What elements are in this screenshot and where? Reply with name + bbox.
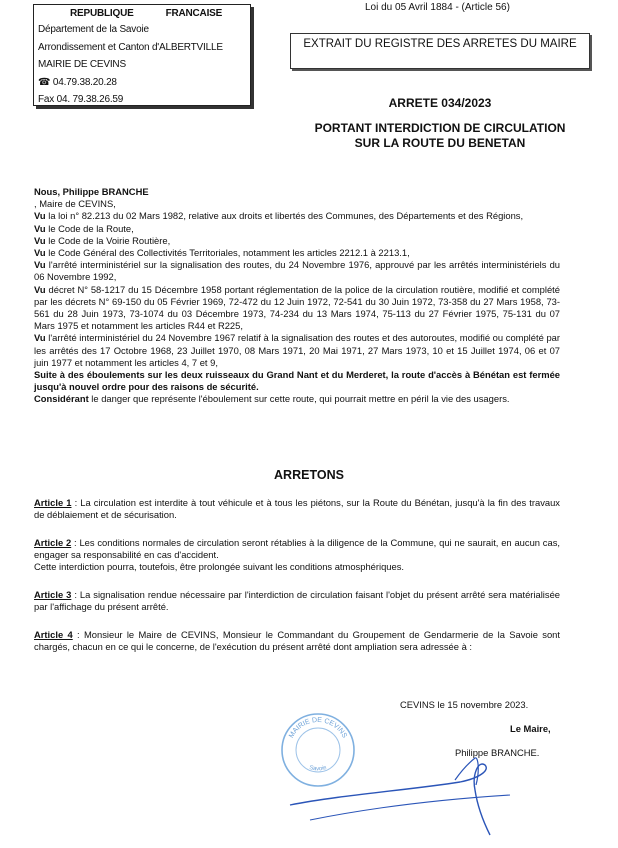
vu-1: [34, 210, 560, 222]
considerant-text: le danger que représente l'éboulement sur cette route, qui pourrait mettre en péril la vie des usagers.: [88, 393, 510, 405]
francaise-word: FRANCAISE: [165, 8, 223, 19]
phone-icon: ☎: [38, 77, 51, 88]
article-3: [34, 589, 560, 613]
department-line: Département de la Savoie: [38, 24, 149, 35]
vu-label: Vu: [34, 210, 46, 222]
article-2: [34, 537, 560, 574]
vu-text: le Code de la Route,: [45, 222, 134, 234]
article-text: : Monsieur le Maire de CEVINS, Monsieur le Commandant du Groupement de Gendarmerie de la Savoie sont chargés, chacun en ce qui le concerne, de l'exécution du présent arrêté dont ampliation sera adressée à :: [34, 629, 560, 653]
considerant-label: Considérant: [34, 393, 89, 405]
subject-line-2: SUR LA ROUTE DU BENETAN: [354, 136, 526, 150]
maire-line: , Maire de CEVINS,: [34, 198, 116, 210]
article-label: Article 4: [34, 629, 73, 640]
vu-3: [34, 235, 560, 247]
vu-text: l'arrêté interministériel du 24 Novembre 1967 relatif à la signalisation des routes et des autoroutes, modifié ou complété par les arrêtés des 17 Octobre 1968, 23 Juillet 1970, 08 Mars 1971, 20 Mai 1971, 27 Mars 1973, 10 et 15 Juillet 1974, 06 et 07 juin 1977 et notamment les articles 4, 7 et 9,: [34, 332, 560, 368]
subject-line-1: PORTANT INTERDICTION DE CIRCULATION: [314, 121, 566, 135]
arrete-subject: [290, 121, 590, 151]
vu-text: l'arrêté interministériel sur la signalisation des routes, du 24 Novembre 1976, approuvé par les arrêtés interministériels du 06 Novembre 1992,: [34, 259, 560, 283]
republic-heading: [70, 8, 222, 20]
article-1: [34, 497, 560, 521]
republic-word: REPUBLIQUE: [70, 8, 134, 19]
mairie-line: MAIRIE DE CEVINS: [38, 59, 126, 70]
article-label: Article 1: [34, 497, 72, 508]
arretons-heading: ARRETONS: [274, 468, 344, 482]
article-4: [34, 629, 560, 653]
article-label: Article 3: [34, 589, 72, 600]
law-reference: Loi du 05 Avril 1884 - (Article 56): [365, 2, 510, 13]
signature-date: CEVINS le 15 novembre 2023.: [400, 699, 529, 710]
seal-top-text: MAIRIE DE CEVINS: [288, 716, 348, 740]
preamble: [34, 186, 560, 406]
vu-label: Vu: [34, 283, 46, 295]
vu-7: [34, 332, 560, 369]
vu-label: Vu: [34, 247, 46, 259]
article-text: : La circulation est interdite à tout véhicule et à tous les piétons, sur la Route du Bénétan, jusqu'à la fin des travaux de déblaiement et de sécurisation.: [34, 497, 560, 521]
nous-line: Nous, Philippe BRANCHE: [34, 186, 149, 197]
vu-label: Vu: [34, 222, 46, 234]
suite-paragraph: Suite à des éboulements sur les deux ruisseaux du Grand Nant et du Merderet, la route d'accès à Bénétan est fermée jusqu'à nouvel ordre pour des raisons de sécurité.: [34, 369, 560, 393]
phone-number: 04.79.38.20.28: [52, 77, 117, 88]
vu-2: [34, 223, 560, 235]
fax-line: Fax 04. 79.38.26.59: [38, 94, 124, 105]
vu-5: [34, 259, 560, 283]
signer-name: Philippe BRANCHE.: [455, 747, 540, 758]
vu-text: le Code de la Voirie Routière,: [45, 234, 171, 246]
considerant-paragraph: [34, 393, 560, 405]
arrondissement-line: Arrondissement et Canton d'ALBERTVILLE: [38, 42, 223, 53]
vu-text: la loi n° 82.213 du 02 Mars 1982, relative aux droits et libertés des Communes, des Départements et des Régions,: [45, 210, 524, 222]
article-text: : La signalisation rendue nécessaire par l'interdiction de circulation faisant l'objet du présent arrêté sera matérialisée par l'affichage du présent arrêté.: [34, 589, 561, 613]
arrete-number: ARRETE 034/2023: [388, 96, 492, 110]
article-text: : Les conditions normales de circulation seront rétablies à la diligence de la Commune, qui ne saurait, en aucun cas, engager sa responsabilité en cas d'accident.: [34, 537, 561, 561]
vu-label: Vu: [34, 234, 46, 246]
header-box: [33, 4, 251, 106]
phone-line: [38, 77, 117, 89]
vu-text: le Code Général des Collectivités Territoriales, notamment les articles 2212.1 à 2213.1,: [45, 247, 410, 259]
vu-4: [34, 247, 560, 259]
handwritten-signature: [280, 740, 580, 840]
seal-bottom-text: Savoie: [308, 764, 328, 773]
signer-role: Le Maire,: [510, 723, 551, 734]
vu-6: [34, 284, 560, 333]
vu-label: Vu: [34, 332, 46, 344]
article-extra: Cette interdiction pourra, toutefois, être prolongée suivant les conditions atmosphériques.: [34, 561, 405, 573]
extrait-box: EXTRAIT DU REGISTRE DES ARRETES DU MAIRE: [290, 33, 590, 69]
vu-text: décret N° 58-1217 du 15 Décembre 1958 portant réglementation de la police de la circulation routière, modifié et complété par les décrets N° 69-150 du 05 Février 1969, 72-472 du 12 Juin 1972, 72-541 du 30 Juin 1972, 73-358 du 27 Mars 1958, 73-561 du 28 Juin 1973, 73-1074 du 03 Décembre 1973, 74-234 du 13 Mars 1974, 75-113 du 27 Février 1975, 75-131 du 07 Mars 1975 et notamment les articles R44 et R225,: [34, 283, 560, 332]
vu-label: Vu: [34, 259, 46, 271]
article-label: Article 2: [34, 537, 72, 548]
